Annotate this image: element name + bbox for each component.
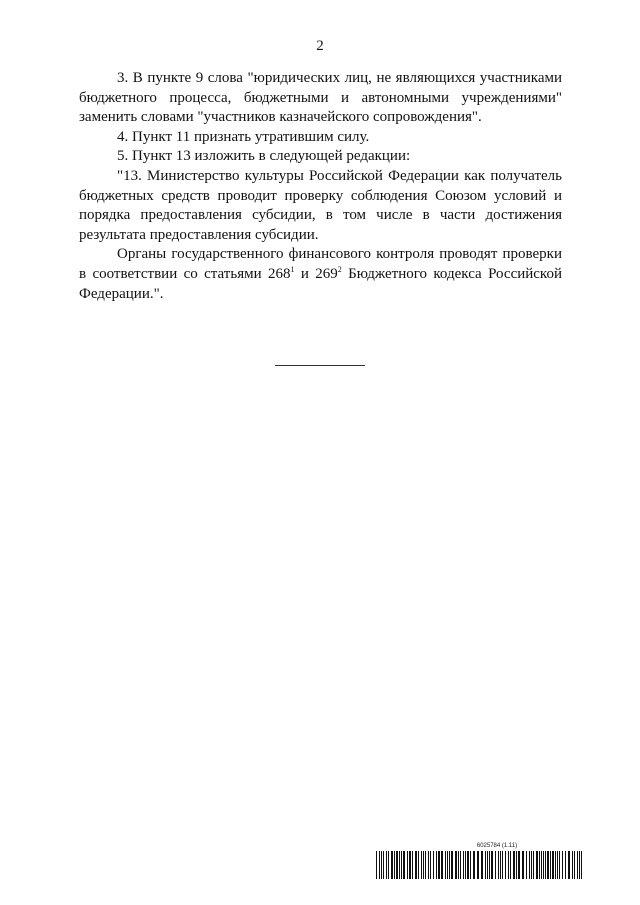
paragraph-part-1: Органы государственного финансового контроля проводят проверки в соответствии со статьями 268 <box>79 246 562 282</box>
document-code: 6025784 (1.11) <box>476 843 518 849</box>
paragraph-item-13-text: "13. Министерство культуры Российской Федерации как получатель бюджетных средств проводит проверку соблюдения Союзом условий и порядка предоставления субсидии, в том числе в части достижения результата предоставления субсидии. <box>79 167 562 243</box>
page-number: 2 <box>316 38 324 54</box>
document-body <box>79 69 562 304</box>
paragraph-financial-control <box>79 245 562 304</box>
paragraph-item-3: 3. В пункте 9 слова "юридических лиц, не являющихся участниками бюджетного процесса, бюджетными и автономными учреждениями" заменить словами "участников казначейского сопровождения". <box>79 70 562 126</box>
end-divider-line <box>275 365 365 366</box>
paragraph-item-4: 4. Пункт 11 признать утратившим силу. <box>117 128 370 145</box>
barcode-image <box>376 851 584 879</box>
footnote-superscript-1: 1 <box>290 264 295 274</box>
footnote-superscript-2: 2 <box>337 264 342 274</box>
paragraph-item-5: 5. Пункт 13 изложить в следующей редакции: <box>117 148 411 165</box>
paragraph-part-2: и 269 <box>294 265 338 282</box>
paragraph-part-3: Бюджетного кодекса Российской Федерации.". <box>79 265 562 302</box>
